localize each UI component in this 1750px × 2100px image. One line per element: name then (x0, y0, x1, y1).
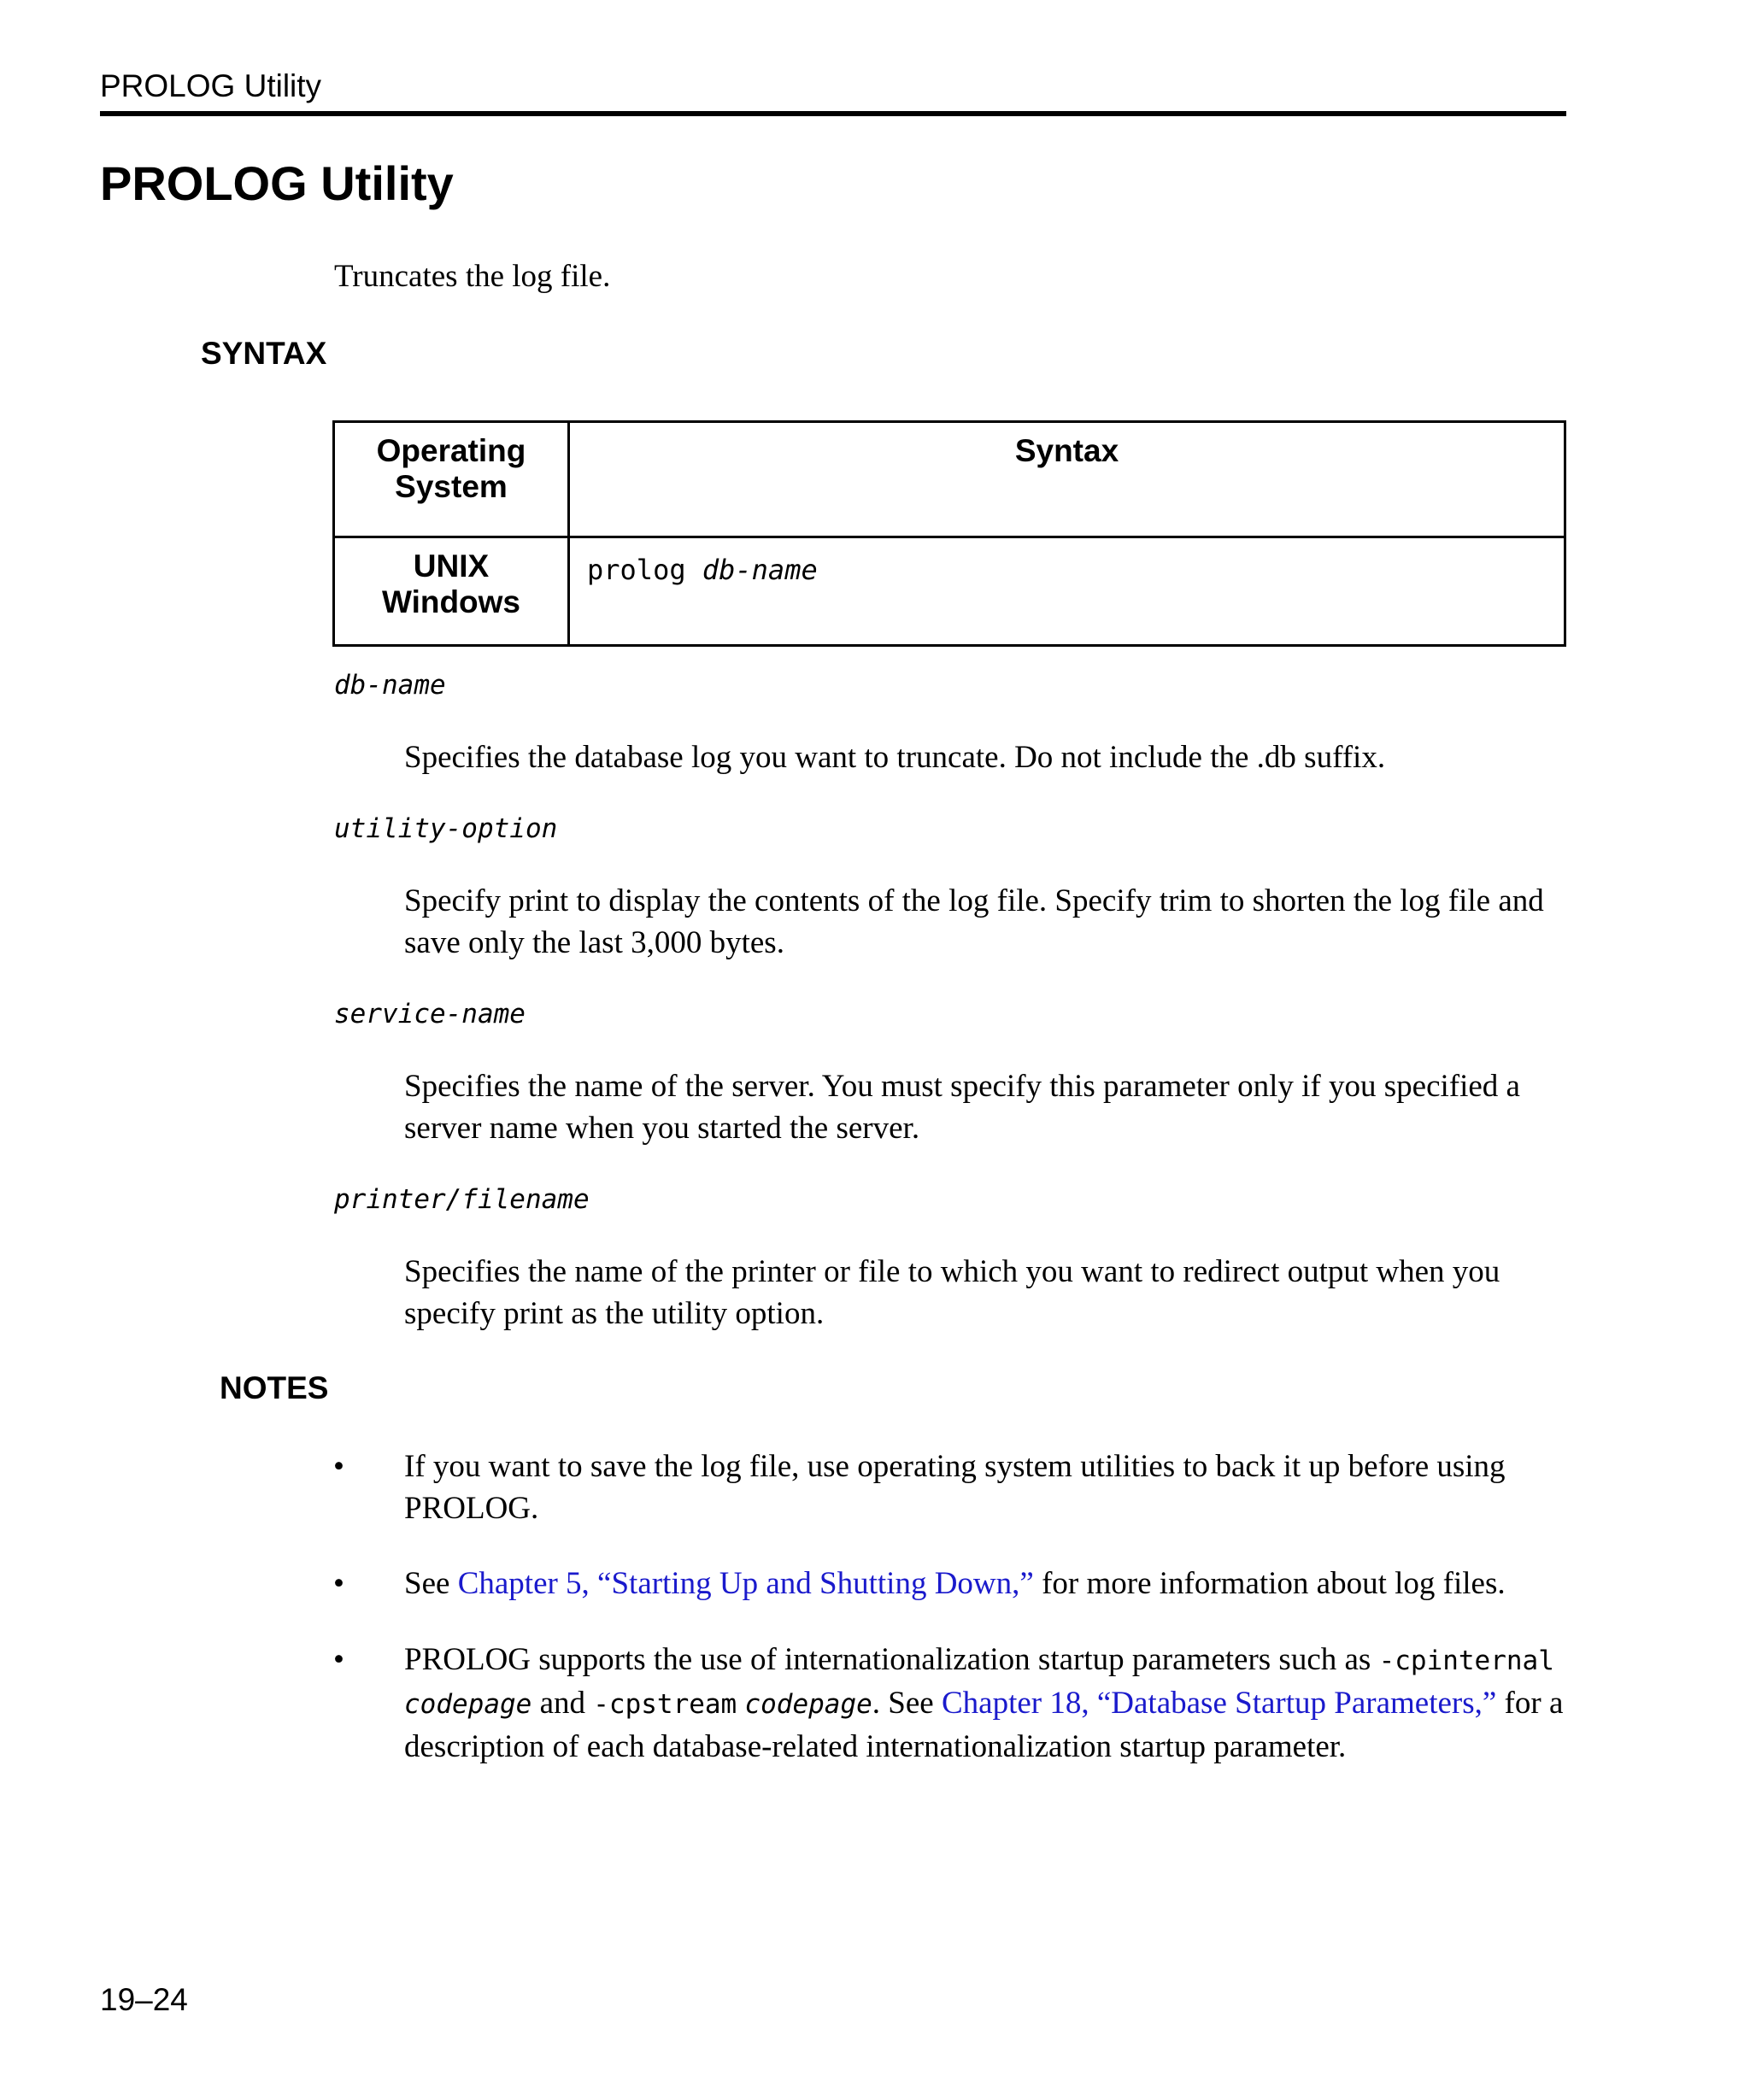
param-desc-printer-filename: Specifies the name of the printer or file to which you want to redirect output when you specify print as the utility option. (404, 1254, 1500, 1331)
note-bullet-2: • (333, 1566, 344, 1601)
note-3-text-1: PROLOG supports the use of internationalization startup parameters such as (404, 1642, 1379, 1677)
os-unix: UNIX (413, 548, 490, 584)
param-desc-service-name: Specifies the name of the server. You must specify this parameter only if you specified a server name when you started the server. (404, 1069, 1520, 1146)
page-number: 19–24 (100, 1982, 188, 2017)
command-argument: db-name (702, 554, 818, 586)
note-bullet-1: • (333, 1449, 344, 1484)
note-2 (404, 1563, 1583, 1604)
note-2-post: for more information about log files. (1033, 1566, 1506, 1601)
note-3-text-2: and (531, 1686, 594, 1721)
syntax-table-header-row (334, 422, 1565, 537)
os-header-line-2: System (395, 469, 508, 504)
note-3-text-3: . See (872, 1686, 942, 1721)
note-2-pre: See (404, 1566, 458, 1601)
note-3 (404, 1639, 1583, 1768)
os-windows: Windows (381, 584, 521, 619)
syntax-table-row (334, 537, 1565, 646)
chapter-5-link[interactable]: Chapter 5, “Starting Up and Shutting Down,” (457, 1566, 1034, 1601)
syntax-heading: SYNTAX (201, 336, 327, 371)
notes-heading: NOTES (220, 1370, 329, 1405)
page-title: PROLOG Utility (100, 156, 454, 210)
param-desc-utility-option: Specify print to display the contents of the log file. Specify trim to shorten the log file and save only the last 3,000 bytes. (404, 883, 1544, 960)
command-name: prolog (587, 554, 686, 586)
os-cell (334, 537, 569, 646)
param-desc-db-name: Specifies the database log you want to truncate. Do not include the .db suffix. (404, 740, 1386, 775)
cpinternal-code: -cpinternal (1378, 1645, 1554, 1676)
param-name-service-name: service-name (334, 999, 526, 1029)
syntax-column-header: Syntax (569, 422, 1565, 537)
note-3-text-4: for a description of each database-related internationalization startup parameter. (404, 1686, 1564, 1764)
param-name-utility-option: utility-option (334, 813, 558, 844)
note-1: If you want to save the log file, use operating system utilities to back it up before using PROLOG. (404, 1449, 1506, 1526)
cpstream-code: -cpstream (593, 1689, 737, 1720)
syntax-command-cell (569, 537, 1565, 646)
header-rule (100, 111, 1566, 116)
intro-text: Truncates the log file. (334, 259, 611, 294)
param-name-printer-filename: printer/filename (334, 1184, 590, 1215)
param-name-db-name: db-name (334, 670, 446, 701)
syntax-table (332, 420, 1566, 647)
os-column-header (334, 422, 569, 537)
cpstream-codepage: codepage (744, 1689, 872, 1720)
cpinternal-codepage: codepage (404, 1689, 532, 1720)
chapter-18-link[interactable]: Chapter 18, “Database Startup Parameters,” (941, 1686, 1497, 1721)
os-header-line-1: Operating (376, 433, 526, 468)
note-bullet-3: • (333, 1642, 344, 1677)
running-header: PROLOG Utility (100, 68, 322, 103)
